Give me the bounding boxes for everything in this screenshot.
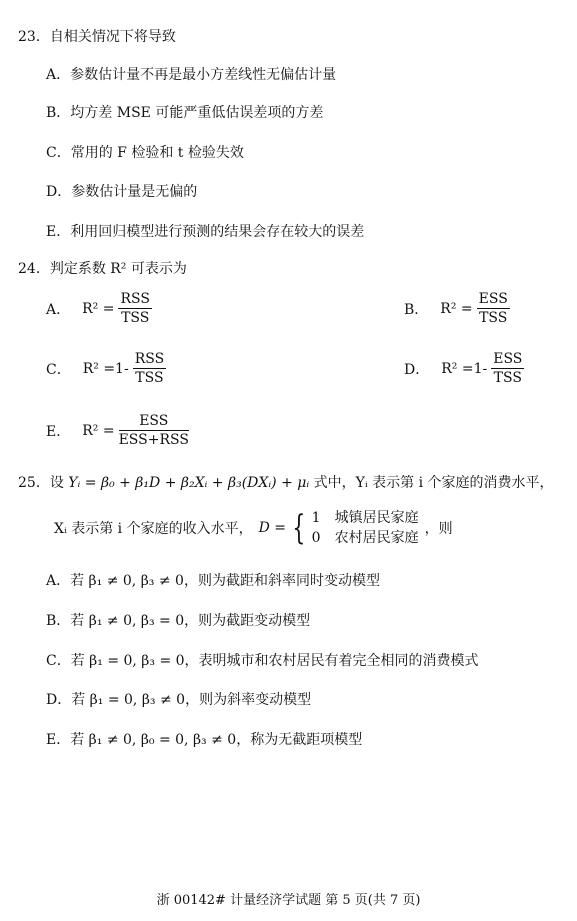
stem-suffix: 式中，Yᵢ 表示第 i 个家庭的消费水平， [313,475,554,491]
q25-option-e: E．若 β₁ ≠ 0, β₀ = 0, β₃ ≠ 0，称为无截距项模型 [46,732,363,748]
numerator: ESS [478,291,508,307]
denominator: TSS [121,310,150,326]
formula-lhs: R² = [82,422,115,439]
denominator: TSS [493,370,522,386]
q25-option-d: D．若 β₁ = 0, β₃ ≠ 0，则为斜率变动模型 [46,692,312,708]
q23-stem: 23．自相关情况下将导致 [18,29,176,45]
option-label: C． [46,361,71,378]
fraction [119,412,189,449]
option-label: D． [404,361,430,378]
q23-option-b: B．均方差 MSE 可能严重低估误差项的方差 [46,105,324,121]
cases-brace [286,508,419,548]
q24-option-c [46,350,166,387]
fraction [118,290,151,327]
stem-prefix: 25．设 [18,475,64,491]
q23-option-e: E．利用回归模型进行预测的结果会存在较大的误差 [46,224,365,240]
fraction [491,350,524,387]
q23-option-c: C．常用的 F 检验和 t 检验失效 [46,145,244,161]
q25-dummy-definition [54,508,453,548]
cases [312,508,419,548]
option-label: E． [46,423,71,440]
numerator: ESS [119,412,189,431]
page-footer: 浙 00142# 计量经济学试题 第 5 页(共 7 页) [156,893,421,908]
line2-prefix: Xᵢ 表示第 i 个家庭的收入水平， [54,521,253,537]
denominator: ESS+RSS [118,432,189,448]
q23-option-d: D．参数估计量是无偏的 [46,184,198,200]
q24-option-a [46,290,152,327]
line2-suffix: ，则 [424,521,453,537]
q24-option-e [46,412,189,449]
regression-formula: Yᵢ = β₀ + β₁D + β₂Xᵢ + β₃(DXᵢ) + μᵢ [68,475,310,491]
q25-option-c: C．若 β₁ = 0, β₃ = 0，表明城市和农村居民有着完全相同的消费模式 [46,653,479,669]
q24-option-b [404,290,510,327]
q25-option-a: A．若 β₁ ≠ 0, β₃ ≠ 0，则为截距和斜率同时变动模型 [46,573,380,589]
numerator: RSS [134,351,165,367]
fraction [133,350,166,387]
case-0: 0 农村居民家庭 [311,530,419,546]
option-label: B． [404,301,429,318]
case-1: 1 城镇居民家庭 [311,510,419,526]
numerator: ESS [493,351,523,367]
option-label: A． [46,301,71,318]
dummy-lhs: D = [258,520,287,536]
q23-option-a: A．参数估计量不再是最小方差线性无偏估计量 [46,67,337,83]
fraction [477,290,510,327]
formula-lhs: R² = [82,300,115,317]
left-brace-icon: { [292,508,306,548]
denominator: TSS [479,310,508,326]
numerator: RSS [120,291,150,307]
q24-stem: 24．判定系数 R² 可表示为 [18,261,187,277]
denominator: TSS [135,370,164,386]
formula-lhs: R² =1- [441,360,488,377]
q24-option-d [404,350,524,387]
formula-lhs: R² = [440,300,473,317]
formula-lhs: R² =1- [82,360,129,377]
q25-option-b: B．若 β₁ ≠ 0, β₃ = 0，则为截距变动模型 [46,613,311,629]
q25-stem [18,472,554,492]
